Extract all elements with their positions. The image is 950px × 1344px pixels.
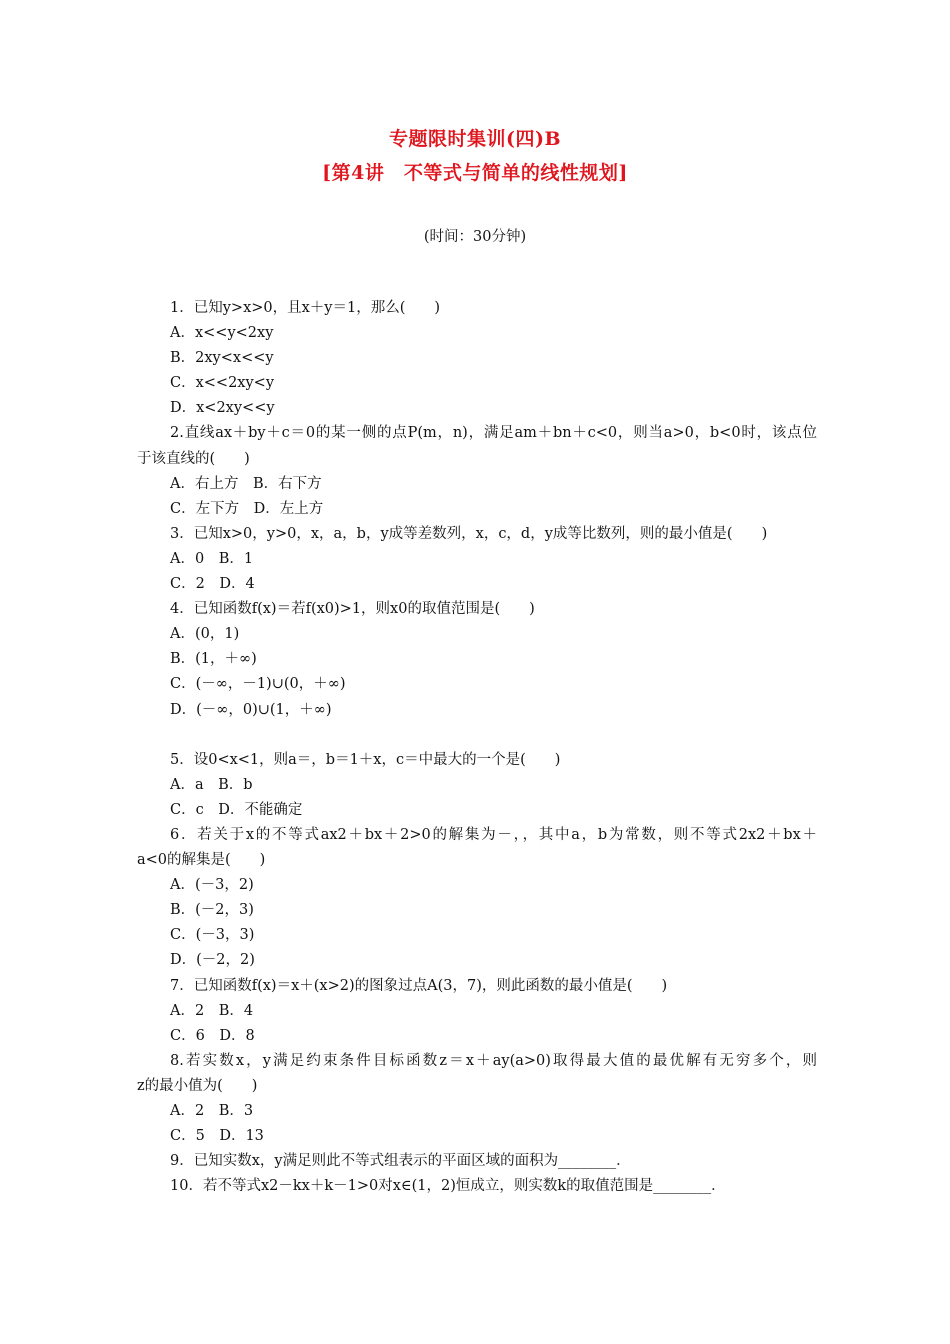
answer-option: A．右上方 B．右下方 <box>170 475 322 492</box>
question-line: 3．已知x>0，y>0，x，a，b，y成等差数列，x，c，d，y成等比数列，则的最小值是( ) <box>170 525 768 542</box>
question-line: 9．已知实数x，y满足则此不等式组表示的平面区域的面积为________． <box>170 1153 631 1170</box>
answer-option: A．(－3，2) <box>170 877 254 894</box>
answer-option: A．a B．b <box>170 776 253 793</box>
question-line: 6．若关于x的不等式ax2＋bx＋2>0的解集为－，，其中a，b为常数，则不等式2x2＋bx＋ <box>170 826 817 843</box>
document-title: 专题限时集训(四)B <box>388 128 562 150</box>
answer-option: C．5 D．13 <box>170 1128 264 1145</box>
answer-option: B．(1，＋∞) <box>170 651 257 668</box>
question-continuation: z的最小值为( ) <box>137 1077 258 1094</box>
answer-option: C．(－∞，－1)∪(0，＋∞) <box>170 676 346 693</box>
answer-option: C．6 D．8 <box>170 1027 255 1044</box>
question-line: 5．设0<x<1，则a＝，b＝1＋x，c＝中最大的一个是( ) <box>170 751 561 768</box>
answer-option: B．(－2，3) <box>170 902 254 919</box>
document-subtitle: [第4讲 不等式与简单的线性规划] <box>322 162 628 184</box>
answer-option: A．0 B．1 <box>170 550 254 567</box>
question-line: 10．若不等式x2－kx＋k－1>0对x∈(1，2)恒成立，则实数k的取值范围是________． <box>170 1178 726 1195</box>
answer-option: A．2 B．3 <box>170 1103 254 1119</box>
answer-option: C．(－3，3) <box>170 927 255 944</box>
answer-option: B．2xy<x<<y <box>170 350 274 367</box>
time-limit: (时间：30分钟) <box>423 229 527 245</box>
answer-option: D．(－∞，0)∪(1，＋∞) <box>170 701 332 718</box>
question-line: 7．已知函数f(x)＝x＋(x>2)的图象过点A(3，7)，则此函数的最小值是( ) <box>170 977 668 994</box>
answer-option: C．左下方 D．左上方 <box>170 500 324 517</box>
answer-option: D．x<2xy<<y <box>170 400 275 417</box>
spacer <box>137 723 817 748</box>
answer-option: C．x<<2xy<y <box>170 375 275 392</box>
answer-option: D．(－2，2) <box>170 952 255 969</box>
question-line: 4．已知函数f(x)＝若f(x0)>1，则x0的取值范围是( ) <box>170 601 535 618</box>
answer-option: C．2 D．4 <box>170 576 255 593</box>
answer-option: A．x<<y<2xy <box>170 325 274 342</box>
question-line: 1．已知y>x>0，且x＋y＝1，那么( ) <box>170 300 441 316</box>
question-continuation: 于该直线的( ) <box>137 450 250 467</box>
question-line: 8.若实数x，y满足约束条件目标函数z＝x＋ay(a>0)取得最大值的最优解有无穷多个，则 <box>170 1052 817 1069</box>
answer-option: A．2 B．4 <box>170 1002 254 1019</box>
answer-option: A．(0，1) <box>170 626 240 643</box>
answer-option: C．c D．不能确定 <box>170 801 303 818</box>
question-line: 2.直线ax＋by＋c＝0的某一侧的点P(m，n)，满足am＋bn＋c<0，则当a>0，b<0时，该点位 <box>170 425 817 442</box>
question-continuation: a<0的解集是( ) <box>137 852 266 869</box>
question-list <box>137 296 817 1199</box>
